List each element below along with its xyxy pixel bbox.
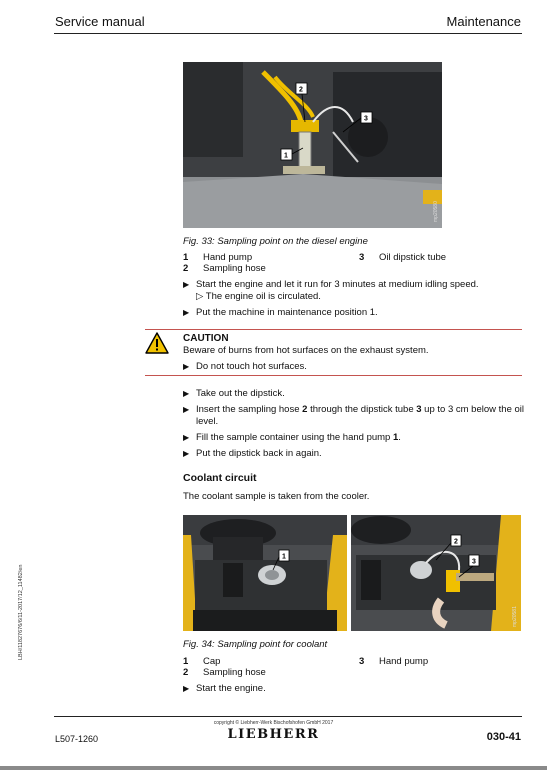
figure-33-caption: Fig. 33: Sampling point on the diesel engine xyxy=(183,236,368,247)
viewer-bottom-bar xyxy=(0,766,547,770)
coolant-photo-left xyxy=(183,515,347,631)
legend-item: 1 Cap xyxy=(183,656,221,667)
brand-logo: LIEBHERR xyxy=(227,727,320,742)
step-take-out-dipstick: ▶ Take out the dipstick. xyxy=(183,388,285,399)
figure-34-caption: Fig. 34: Sampling point for coolant xyxy=(183,639,328,650)
legend-item: 3 Oil dipstick tube xyxy=(359,252,447,263)
figure-code: mp20581 xyxy=(512,606,518,627)
document-side-id: LBH/11827676/6/11-2017/12_11482/en xyxy=(18,564,24,660)
step-insert-hose: ▶ Insert the sampling hose 2 through the dipstick tube 3 up to 3 cm below the oil xyxy=(183,404,524,415)
engine-photo xyxy=(183,62,442,228)
callout-hose: 2 xyxy=(454,538,458,546)
warning-icon xyxy=(145,332,169,354)
figure-code: mp20580 xyxy=(433,201,439,222)
caution-title: CAUTION xyxy=(183,333,229,344)
caution-top-rule xyxy=(145,329,522,330)
coolant-title: Coolant circuit xyxy=(183,472,257,484)
step-start-engine-coolant: ▶ Start the engine. xyxy=(183,683,266,694)
step-result: ▷ The engine oil is circulated. xyxy=(196,291,321,302)
step-maintenance-position: ▶ Put the machine in maintenance position 1. xyxy=(183,307,378,318)
step-start-engine: ▶ Start the engine and let it run for 3 minutes at medium idling speed. xyxy=(183,279,479,290)
callout-pump: 3 xyxy=(472,558,476,566)
callout-2: 2 xyxy=(299,86,303,94)
step-fill-sample: ▶ Fill the sample container using the hand pump 1. xyxy=(183,432,401,443)
legend-item: 2 Sampling hose xyxy=(183,667,266,678)
callout-1: 1 xyxy=(284,152,288,160)
step-insert-hose-cont: level. xyxy=(196,416,219,427)
legend-item: 3 Hand pump xyxy=(359,656,429,667)
copyright: copyright © Liebherr-Werk Bischofshofen GmbH 2017 xyxy=(213,720,334,726)
coolant-text: The coolant sample is taken from the cooler. xyxy=(183,491,370,502)
legend-item: 1 Hand pump xyxy=(183,252,253,263)
caution-text: Beware of burns from hot surfaces on the exhaust system. xyxy=(183,345,429,356)
callout-cap: 1 xyxy=(282,553,286,561)
header-rule xyxy=(54,33,522,34)
callout-3: 3 xyxy=(364,115,368,123)
caution-action: ▶ Do not touch hot surfaces. xyxy=(183,361,307,372)
page-number: 030-41 xyxy=(486,731,521,743)
document-id: L507-1260 xyxy=(55,734,99,744)
step-dipstick-back: ▶ Put the dipstick back in again. xyxy=(183,448,322,459)
header-title: Service manual xyxy=(55,14,145,29)
caution-bottom-rule xyxy=(145,375,522,376)
legend-item: 2 Sampling hose xyxy=(183,263,266,274)
header-section: Maintenance xyxy=(446,14,521,29)
coolant-photo-right xyxy=(351,515,521,631)
footer-rule xyxy=(54,716,522,717)
